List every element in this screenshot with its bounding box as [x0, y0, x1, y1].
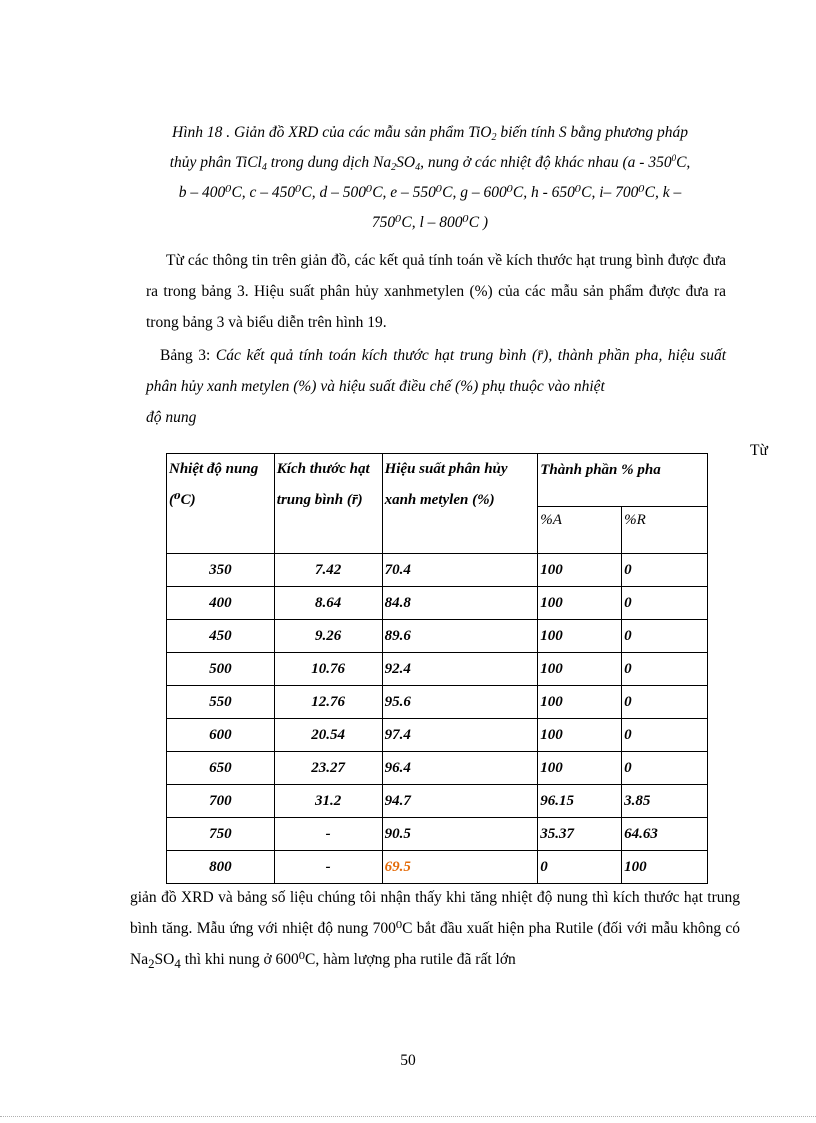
cell-particle-size: 12.76: [274, 686, 382, 719]
cell-particle-size: -: [274, 818, 382, 851]
cell-anatase: 100: [538, 686, 622, 719]
cell-anatase: 100: [538, 587, 622, 620]
cell-anatase: 100: [538, 554, 622, 587]
table-row: [167, 653, 708, 686]
page-divider: [0, 1116, 816, 1117]
cell-anatase: 100: [538, 653, 622, 686]
cell-particle-size: -: [274, 851, 382, 884]
table-row: [167, 752, 708, 785]
cell-temperature: 800: [167, 851, 275, 884]
table-row: [167, 785, 708, 818]
header-anatase: %A: [538, 507, 622, 554]
paragraph-conclusion: giản đồ XRD và bảng số liệu chúng tôi nhận thấy khi tăng nhiệt độ nung thì kích thước hạt trung bình tăng. Mẫu ứng với nhiệt độ nung 700⁰C bắt đầu xuất hiện pha Rutile (đối với mẫu không có $Na_2SO_4$ thì khi nung ở 600⁰C, hàm lượng pha rutile đã rất lớn: [130, 889, 740, 972]
cell-temperature: 700: [167, 785, 275, 818]
table-row: [167, 620, 708, 653]
cell-particle-size: 8.64: [274, 587, 382, 620]
cell-particle-size: 10.76: [274, 653, 382, 686]
cell-efficiency: 84.8: [382, 587, 538, 620]
cell-efficiency: 90.5: [382, 818, 538, 851]
cell-particle-size: 20.54: [274, 719, 382, 752]
cell-efficiency: 96.4: [382, 752, 538, 785]
cell-rutile: 0: [622, 620, 708, 653]
page-number: 50: [400, 1052, 416, 1069]
cell-efficiency: 89.6: [382, 620, 538, 653]
header-particle-size: Kích thước hạt trung bình (r̄): [274, 454, 382, 554]
cell-rutile: 64.63: [622, 818, 708, 851]
caption-line-3: b – 400⁰C, c – 450⁰C, d – 500⁰C, e – 550⁰C, g – 600⁰C, h - 650⁰C, i– 700⁰C, k –: [178, 184, 682, 201]
cell-anatase: 96.15: [538, 785, 622, 818]
cell-rutile: 0: [622, 587, 708, 620]
table-caption: Bảng 3: Các kết quả tính toán kích thước hạt trung bình (r̄), thành phần pha, hiệu suất phân hủy xanh metylen (%) và hiệu suất điều chế (%) phụ thuộc vào nhiệt độ nung: [146, 347, 726, 426]
cell-efficiency: 94.7: [382, 785, 538, 818]
table-row: [167, 686, 708, 719]
caption-line-4: 750⁰C, l – 800⁰C ): [371, 214, 489, 231]
cell-efficiency: 69.5: [382, 851, 538, 884]
table-header-row: [167, 454, 708, 507]
table-row: [167, 719, 708, 752]
cell-anatase: 100: [538, 620, 622, 653]
header-rutile: %R: [622, 507, 708, 554]
cell-efficiency: 70.4: [382, 554, 538, 587]
cell-rutile: 3.85: [622, 785, 708, 818]
cell-particle-size: 9.26: [274, 620, 382, 653]
caption-line-1: Hình 18 . Giản đồ XRD của các mẫu sản phẩm TiO$_2$ biến tính S bằng phương pháp: [172, 124, 688, 143]
cell-anatase: 100: [538, 719, 622, 752]
table-row: [167, 554, 708, 587]
cell-rutile: 100: [622, 851, 708, 884]
overflow-word: Từ: [750, 442, 768, 459]
cell-efficiency: 97.4: [382, 719, 538, 752]
table-row: [167, 587, 708, 620]
cell-particle-size: 7.42: [274, 554, 382, 587]
cell-temperature: 350: [167, 554, 275, 587]
table-row: [167, 818, 708, 851]
header-phase: Thành phần % pha: [538, 454, 708, 507]
cell-temperature: 400: [167, 587, 275, 620]
cell-anatase: 0: [538, 851, 622, 884]
cell-particle-size: 23.27: [274, 752, 382, 785]
paragraph-table-intro: Từ các thông tin trên giản đồ, các kết quả tính toán về kích thước hạt trung bình được đưa ra trong bảng 3. Hiệu suất phân hủy xanhmetylen (%) của các mẫu sản phẩm được đưa ra trong bảng 3 và biểu diễn trên hình 19.: [146, 252, 726, 331]
cell-temperature: 750: [167, 818, 275, 851]
header-temperature: Nhiệt độ nung (⁰C): [167, 454, 275, 554]
cell-particle-size: 31.2: [274, 785, 382, 818]
cell-rutile: 0: [622, 653, 708, 686]
cell-rutile: 0: [622, 554, 708, 587]
cell-temperature: 600: [167, 719, 275, 752]
caption-line-2: thủy phân TiCl$_4$ trong dung dịch $Na_2SO_4$, nung ở các nhiệt độ khác nhau ($a - 350^0C$,: [169, 153, 691, 173]
cell-rutile: 0: [622, 719, 708, 752]
table-row: [167, 851, 708, 884]
cell-anatase: 35.37: [538, 818, 622, 851]
cell-efficiency: 92.4: [382, 653, 538, 686]
cell-rutile: 0: [622, 752, 708, 785]
cell-temperature: 500: [167, 653, 275, 686]
cell-anatase: 100: [538, 752, 622, 785]
cell-temperature: 450: [167, 620, 275, 653]
cell-temperature: 650: [167, 752, 275, 785]
cell-temperature: 550: [167, 686, 275, 719]
cell-rutile: 0: [622, 686, 708, 719]
header-efficiency: Hiệu suất phân hủy xanh metylen (%): [382, 454, 538, 554]
cell-efficiency: 95.6: [382, 686, 538, 719]
figure-caption: [120, 118, 740, 238]
results-table: [166, 453, 708, 884]
